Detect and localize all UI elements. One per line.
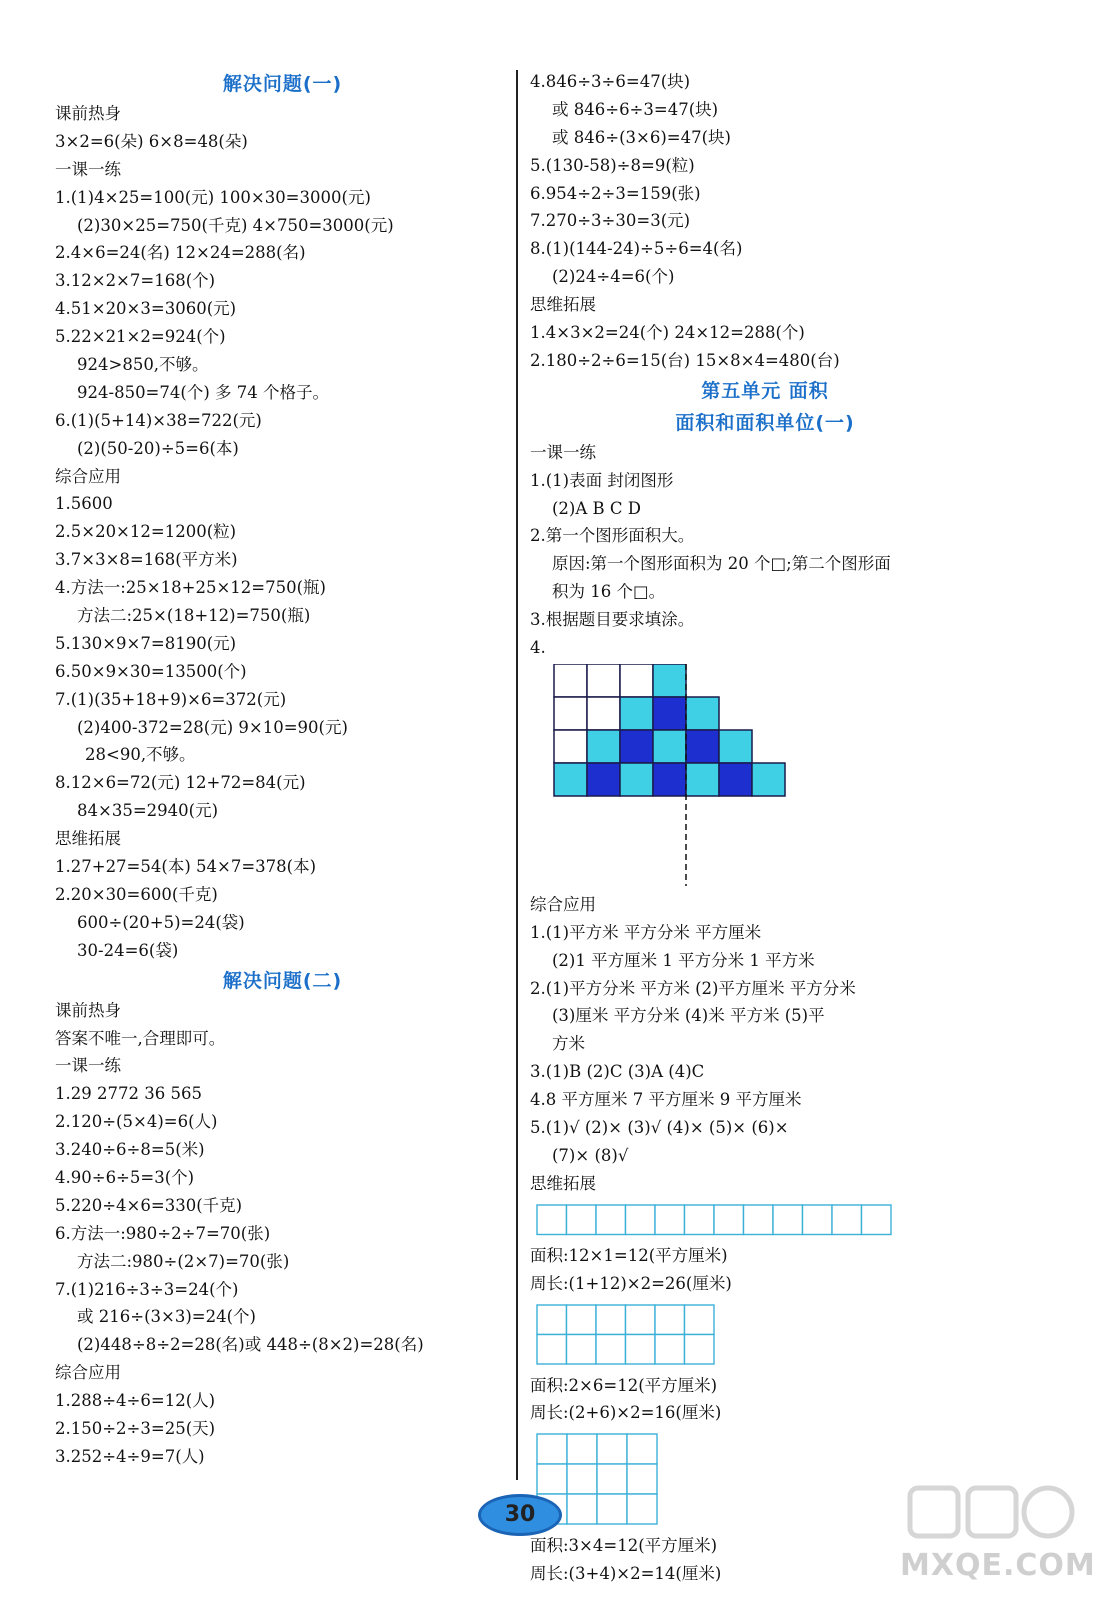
figure-1-grid (536, 1204, 896, 1238)
subsection-label: 综合应用 (55, 1363, 121, 1383)
answer-line: 30-24=6(袋) (77, 940, 179, 960)
figure-3-perimeter: 周长:(3+4)×2=14(厘米) (530, 1564, 722, 1584)
answer-line: (2)24÷4=6(个) (552, 267, 675, 287)
answer-line: 8.12×6=72(元) 12+72=84(元) (55, 773, 306, 793)
grid-cell (597, 1464, 627, 1494)
answer-line: (3)厘米 平方分米 (4)米 平方米 (5)平 (552, 1006, 825, 1026)
answer-line: 4.51×20×3=3060(元) (55, 299, 237, 319)
answer-line: (7)× (8)√ (552, 1145, 629, 1165)
subsection-label: 思维拓展 (55, 829, 121, 849)
answer-line: 924>850,不够。 (77, 355, 209, 375)
grid-cell (596, 1334, 626, 1364)
grid-cell (597, 1434, 627, 1464)
column-divider (516, 70, 518, 1480)
grid-cell (596, 1205, 626, 1235)
grid-cell (627, 1464, 657, 1494)
watermark-text: MXQE.COM (900, 1548, 1096, 1583)
figure-1-perimeter: 周长:(1+12)×2=26(厘米) (530, 1273, 732, 1293)
grid-cell (653, 763, 686, 796)
answer-line: 600÷(20+5)=24(袋) (77, 912, 245, 932)
answer-line: 2.180÷2÷6=15(台) 15×8×4=480(台) (530, 350, 840, 370)
left-column (55, 68, 510, 1471)
grid-cell (686, 730, 719, 763)
answer-line: 1.27+27=54(本) 54×7=378(本) (55, 857, 317, 877)
subsection-label: 一课一练 (530, 442, 596, 462)
subsection-label: 一课一练 (55, 159, 121, 179)
figure-2 (536, 1304, 1000, 1368)
answer-line: 7.(1)216÷3÷3=24(个) (55, 1279, 239, 1299)
grid-cell (686, 763, 719, 796)
answer-line: 4.方法一:25×18+25×12=750(瓶) (55, 578, 326, 598)
answer-line: 方法二:25×(18+12)=750(瓶) (77, 606, 311, 626)
grid-cell (620, 763, 653, 796)
figure-1 (536, 1204, 1000, 1238)
grid-cell (653, 697, 686, 730)
grid-cell (587, 664, 620, 697)
answer-line: (2)A B C D (552, 498, 642, 518)
grid-cell (620, 730, 653, 763)
grid-cell (554, 763, 587, 796)
answer-line: 3.(1)B (2)C (3)A (4)C (530, 1062, 705, 1082)
answer-line: (2)(50-20)÷5=6(本) (77, 438, 239, 458)
answer-line: 5.(130-58)÷8=9(粒) (530, 155, 695, 175)
answer-line: 答案不唯一,合理即可。 (55, 1028, 226, 1048)
answer-line: 2.(1)平方分米 平方米 (2)平方厘米 平方分米 (530, 978, 856, 998)
answer-line: 6.50×9×30=13500(个) (55, 661, 247, 681)
section-heading: 解决问题(一) (222, 73, 343, 95)
answer-line: 积为 16 个□。 (552, 582, 666, 602)
answer-line: 2.5×20×12=1200(粒) (55, 522, 237, 542)
answer-line: 7.270÷3÷30=3(元) (530, 211, 691, 231)
grid-cell (597, 1494, 627, 1524)
grid-cell (773, 1205, 803, 1235)
answer-line: 3.12×2×7=168(个) (55, 271, 216, 291)
answer-line: 5.130×9×7=8190(元) (55, 633, 237, 653)
grid-cell (685, 1205, 715, 1235)
answer-line: 4. (530, 638, 546, 658)
answer-line: 3×2=6(朵) 6×8=48(朵) (55, 131, 248, 151)
grid-cell (655, 1334, 685, 1364)
answer-line: 方法二:980÷(2×7)=70(张) (77, 1251, 290, 1271)
grid-cell (752, 763, 785, 796)
answer-line: 1.288÷4÷6=12(人) (55, 1391, 216, 1411)
right-top-section (530, 68, 1000, 662)
answer-line: 4.846÷3÷6=47(块) (530, 72, 691, 91)
figure-2-grid (536, 1304, 726, 1368)
answer-line: (2)400-372=28(元) 9×10=90(元) (77, 717, 348, 737)
grid-cell (744, 1205, 774, 1235)
grid-cell (596, 1305, 626, 1335)
answer-line: 原因:第一个图形面积为 20 个□;第二个图形面 (552, 554, 891, 574)
answer-line: 2.150÷2÷3=25(天) (55, 1418, 216, 1438)
answer-line: 4.8 平方厘米 7 平方厘米 9 平方厘米 (530, 1090, 802, 1110)
grid-cell (587, 730, 620, 763)
grid-cell (803, 1205, 833, 1235)
grid-cell (567, 1434, 597, 1464)
answer-line: 7.(1)(35+18+9)×6=372(元) (55, 689, 287, 709)
grid-cell (587, 697, 620, 730)
right-middle-section (530, 891, 1000, 1198)
grid-cell (719, 730, 752, 763)
grid-cell (719, 763, 752, 796)
grid-cell (554, 730, 587, 763)
figure-2-perimeter: 周长:(2+6)×2=16(厘米) (530, 1403, 722, 1423)
answer-line: 3.252÷4÷9=7(人) (55, 1446, 205, 1466)
answer-line: 1.(1)4×25=100(元) 100×30=3000(元) (55, 187, 371, 207)
grid-cell (620, 697, 653, 730)
subsection-label: 思维拓展 (530, 295, 596, 315)
subsection-label: 综合应用 (530, 894, 596, 914)
subsection-label: 一课一练 (55, 1056, 121, 1076)
grid-cell (626, 1334, 656, 1364)
grid-cell (626, 1305, 656, 1335)
subsection-label: 课前热身 (55, 1000, 121, 1020)
answer-line: 6.954÷2÷3=159(张) (530, 183, 701, 203)
grid-cell (537, 1334, 567, 1364)
answer-line: 方米 (552, 1034, 585, 1054)
answer-line: 924-850=74(个) 多 74 个格子。 (77, 382, 329, 402)
grid-cell (714, 1205, 744, 1235)
grid-cell (627, 1434, 657, 1464)
figure-1-area: 面积:12×1=12(平方厘米) (530, 1245, 728, 1265)
answer-line: (2)1 平方厘米 1 平方分米 1 平方米 (552, 950, 815, 970)
answer-line: 或 846÷(3×6)=47(块) (552, 127, 731, 147)
answer-line: 3.7×3×8=168(平方米) (55, 550, 238, 570)
grid-cell (626, 1205, 656, 1235)
grid-cell (554, 697, 587, 730)
answer-line: 6.(1)(5+14)×38=722(元) (55, 410, 262, 430)
subsection-label: 思维拓展 (530, 1173, 596, 1193)
subsection-label: 课前热身 (55, 104, 121, 123)
grid-cell (587, 763, 620, 796)
answer-line: 1.(1)表面 封闭图形 (530, 470, 674, 490)
answer-line: 1.5600 (55, 494, 113, 514)
section-heading: 解决问题(二) (222, 969, 343, 992)
answer-line: (2)30×25=750(千克) 4×750=3000(元) (77, 215, 394, 235)
grid-cell (567, 1464, 597, 1494)
answer-line: 6.方法一:980÷2÷7=70(张) (55, 1223, 271, 1243)
grid-cell (685, 1334, 715, 1364)
answer-line: 4.90÷6÷5=3(个) (55, 1167, 195, 1187)
section-heading: 面积和面积单位(一) (675, 411, 855, 434)
answer-line: 1.4×3×2=24(个) 24×12=288(个) (530, 323, 805, 343)
figure-3-area: 面积:3×4=12(平方厘米) (530, 1536, 718, 1556)
grid-cell (655, 1305, 685, 1335)
grid-cell (685, 1305, 715, 1335)
answer-line: 或 216÷(3×3)=24(个) (77, 1307, 256, 1327)
grid-cell (627, 1494, 657, 1524)
grid-cell (537, 1205, 567, 1235)
figure-2-area: 面积:2×6=12(平方厘米) (530, 1375, 718, 1395)
answer-line: 3.根据题目要求填涂。 (530, 610, 695, 630)
figure-4-grid (530, 664, 1000, 889)
grid-cell (567, 1334, 597, 1364)
grid-cell (567, 1305, 597, 1335)
right-column (530, 68, 1000, 1588)
grid-cell (567, 1205, 597, 1235)
grid-cell (537, 1305, 567, 1335)
grid-cell (620, 664, 653, 697)
answer-line: 3.240÷6÷8=5(米) (55, 1140, 205, 1160)
answer-line: (2)448÷8÷2=28(名)或 448÷(8×2)=28(名) (77, 1335, 424, 1355)
answer-line: 2.120÷(5×4)=6(人) (55, 1112, 218, 1132)
grid-cell (653, 730, 686, 763)
section-heading: 第五单元 面积 (701, 379, 829, 402)
answer-line: 1.(1)平方米 平方分米 平方厘米 (530, 922, 762, 942)
answer-line: 2.第一个图形面积大。 (530, 526, 695, 546)
answer-line: 或 846÷6÷3=47(块) (552, 99, 719, 119)
grid-cell (567, 1494, 597, 1524)
grid-cell (832, 1205, 862, 1235)
grid-cell (653, 664, 686, 697)
answer-line: 5.22×21×2=924(个) (55, 327, 226, 347)
answer-line: 8.(1)(144-24)÷5÷6=4(名) (530, 239, 743, 259)
answer-line: 2.20×30=600(千克) (55, 884, 218, 904)
grid-cell (537, 1434, 567, 1464)
subsection-label: 综合应用 (55, 466, 121, 486)
answer-line: 28<90,不够。 (85, 745, 196, 765)
grid-cell (655, 1205, 685, 1235)
answer-line: 5.220÷4×6=330(千克) (55, 1195, 243, 1215)
page-number-badge: 30 (478, 1494, 562, 1536)
grid-cell (686, 697, 719, 730)
figure-4-svg (530, 664, 810, 889)
answer-line: 5.(1)√ (2)× (3)√ (4)× (5)× (6)× (530, 1118, 789, 1138)
answer-line: 2.4×6=24(名) 12×24=288(名) (55, 243, 306, 263)
grid-cell (554, 664, 587, 697)
answer-line: 1.29 2772 36 565 (55, 1084, 202, 1104)
answer-line: 84×35=2940(元) (77, 801, 219, 821)
grid-cell (537, 1464, 567, 1494)
grid-cell (862, 1205, 892, 1235)
